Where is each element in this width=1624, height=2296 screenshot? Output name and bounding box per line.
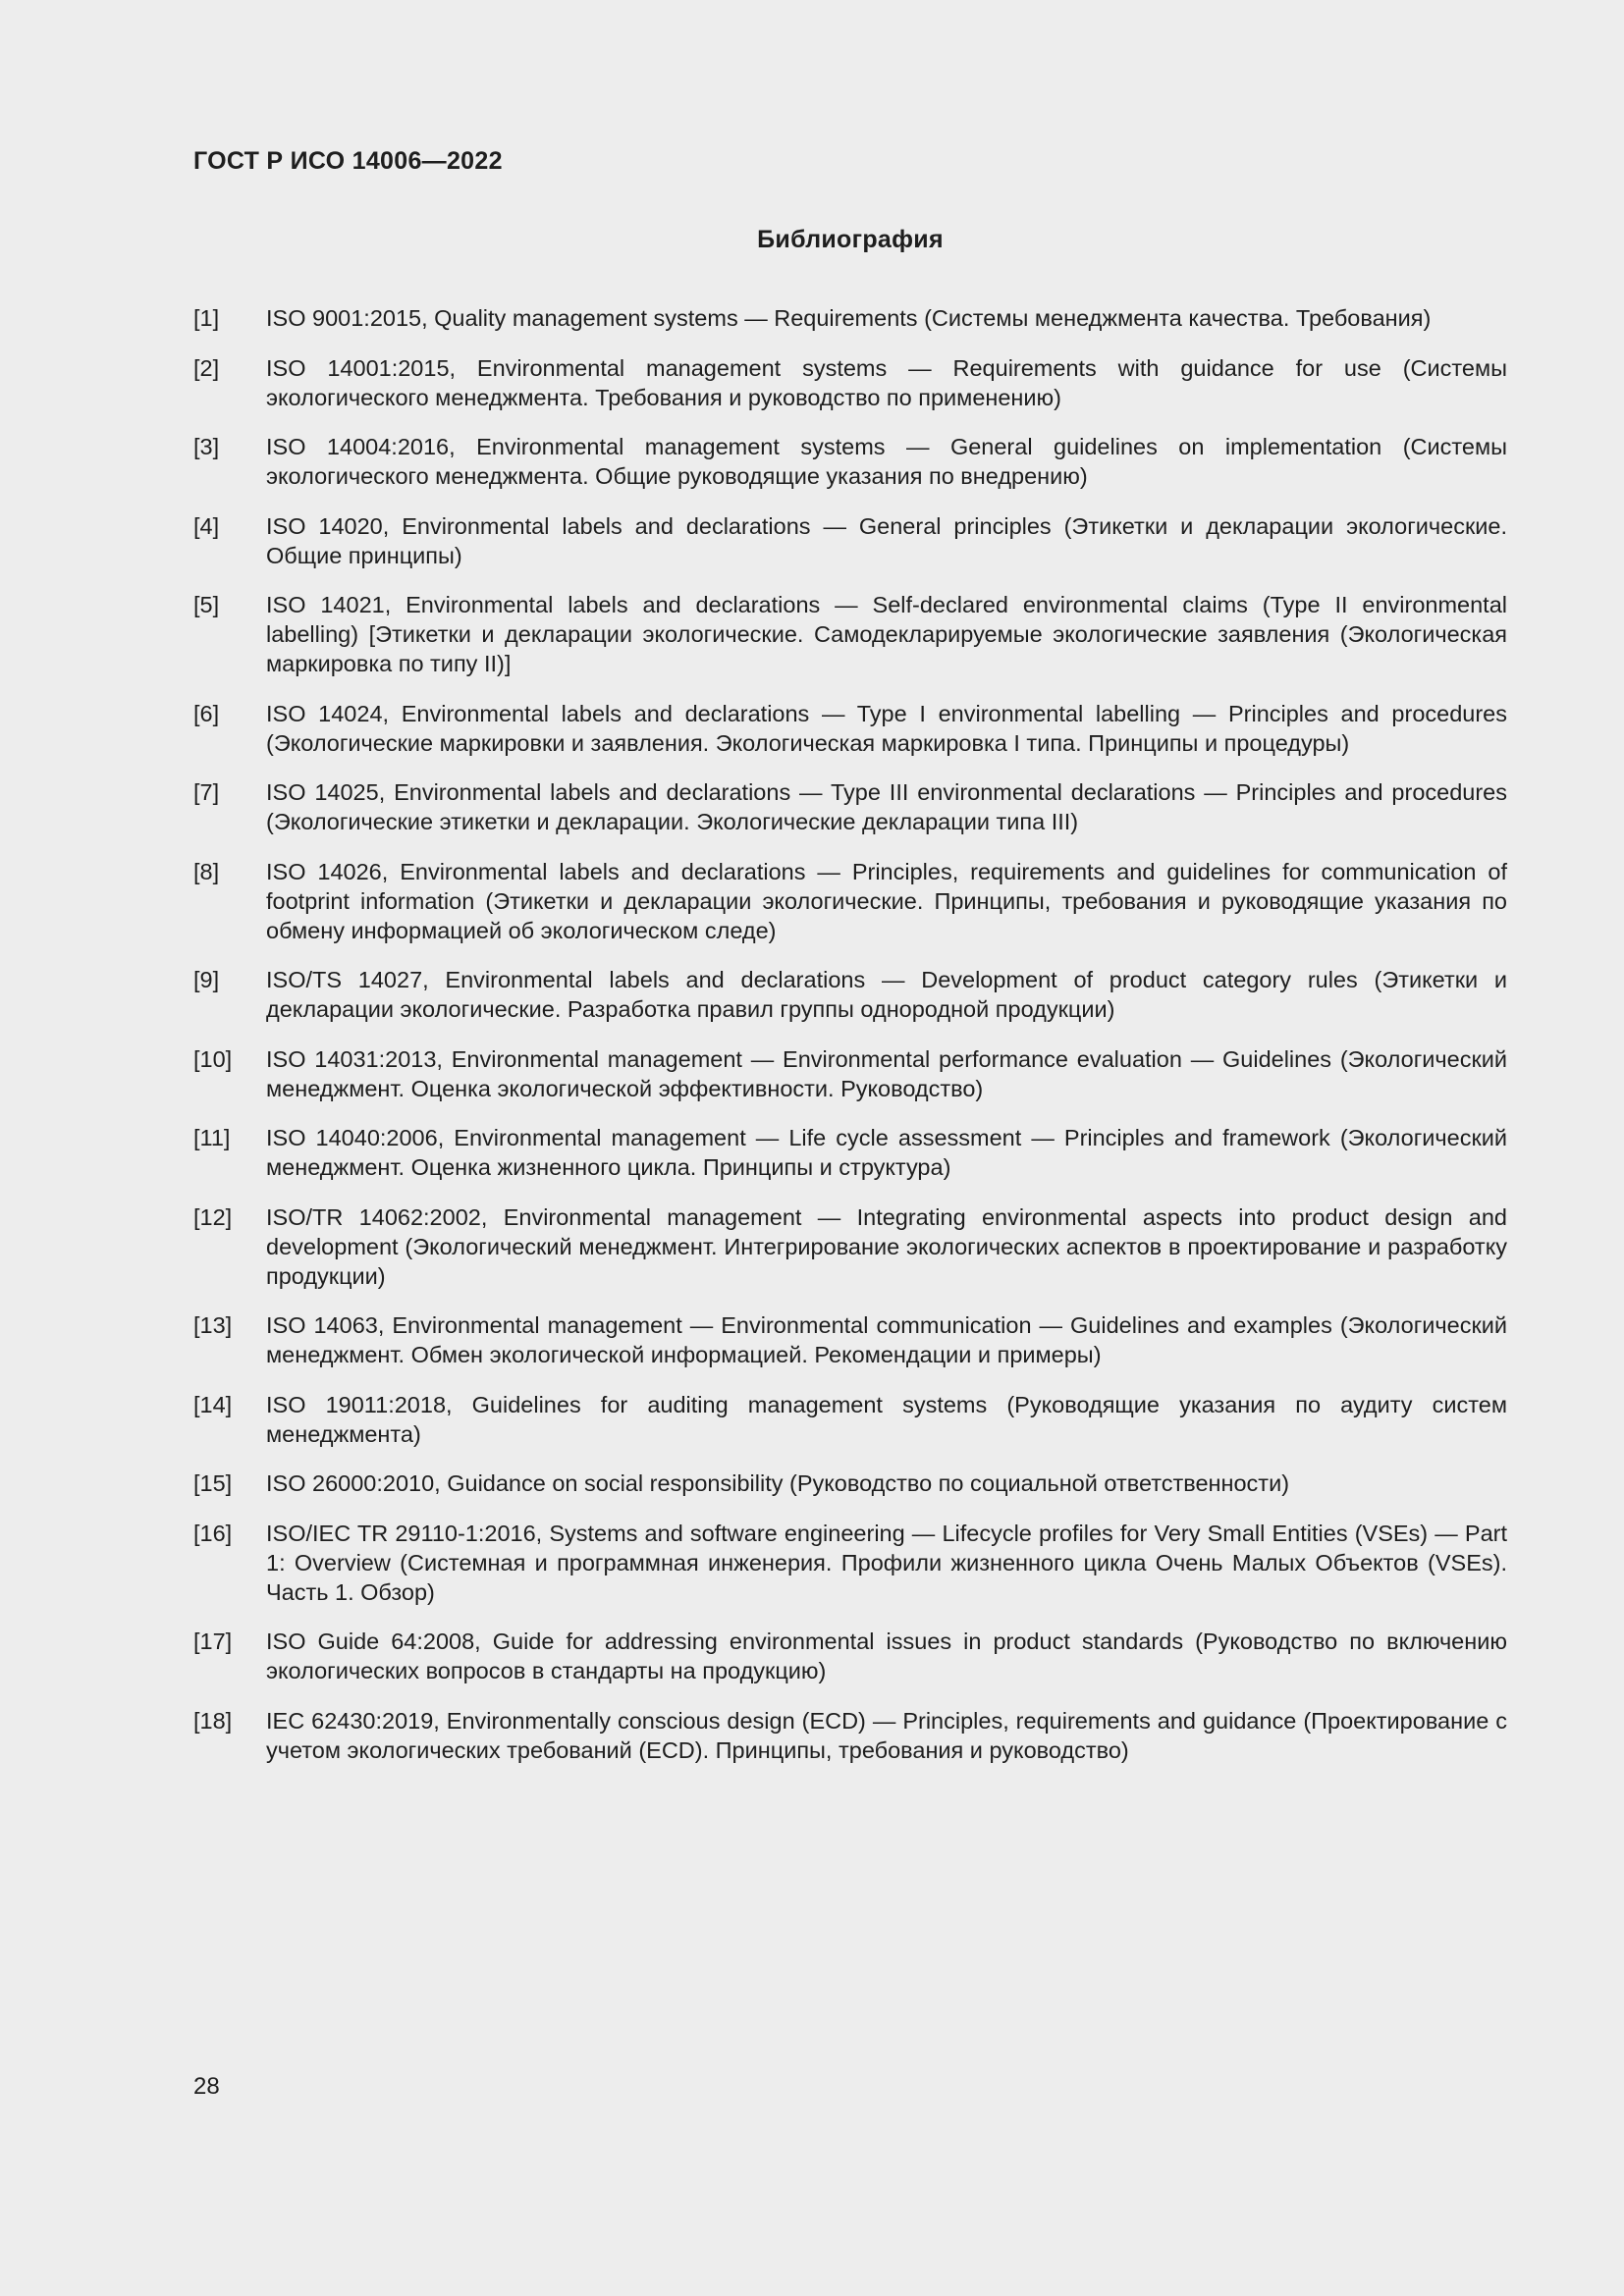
bibliography-title: Библиография [757, 226, 944, 253]
bibliography-entry [193, 965, 1507, 1024]
bibliography-entry [193, 432, 1507, 491]
bibliography-entry [193, 1123, 1507, 1182]
entry-text: ISO 14021, Environmental labels and declarations — Self-declared environmental claims (Type II environmental labelling) [Этикетки и декларации экологические. Самодекларируемые экологические заявления (Экологическая маркировка по типу II)] [266, 592, 1507, 676]
entry-text: ISO Guide 64:2008, Guide for addressing environmental issues in product standards (Руководство по включению экологических вопросов в стандарты на продукцию) [266, 1629, 1507, 1683]
bibliography-entry [193, 857, 1507, 945]
bibliography-entry [193, 1706, 1507, 1765]
bibliography-entry [193, 699, 1507, 758]
document-header: ГОСТ Р ИСО 14006—2022 [193, 147, 503, 175]
entry-number: [17] [193, 1629, 233, 1654]
entry-text: ISO/IEC TR 29110-1:2016, Systems and software engineering — Lifecycle profiles for Very Small Entities (VSEs) — Part 1: Overview (Системная и программная инженерия. Профили жизненного цикла Очень Малых Объектов (VSEs). Часть 1. Обзор) [266, 1520, 1507, 1605]
bibliography-entry [193, 590, 1507, 678]
entry-text: ISO 14026, Environmental labels and declarations — Principles, requirements and guidelines for communication of footprint information (Этикетки и декларации экологические. Принципы, требования и руководящие указания по обмену информацией об экологическом следе) [266, 858, 1507, 943]
entry-text: ISO 19011:2018, Guidelines for auditing management systems (Руководящие указания по аудиту систем менеджмента) [266, 1391, 1507, 1447]
entry-number: [9] [193, 967, 220, 992]
entry-number: [8] [193, 858, 220, 884]
entry-text: IEC 62430:2019, Environmentally conscious design (ECD) — Principles, requirements and guidance (Проектирование с учетом экологических требований (ECD). Принципы, требования и руководство) [266, 1707, 1507, 1763]
entry-text: ISO/TS 14027, Environmental labels and declarations — Development of product category rules (Этикетки и декларации экологические. Разработка правил группы однородной продукции) [266, 967, 1507, 1022]
entry-text: ISO 14025, Environmental labels and declarations — Type III environmental declarations — Principles and procedures (Экологические этикетки и декларации. Экологические декларации типа III) [266, 779, 1507, 834]
entry-number: [10] [193, 1045, 233, 1072]
entry-number: [2] [193, 354, 220, 381]
entry-text: ISO 14020, Environmental labels and declarations — General principles (Этикетки и декларации экологические. Общие принципы) [266, 512, 1507, 568]
bibliography-entry [193, 303, 1507, 333]
bibliography-entry [193, 1390, 1507, 1449]
entry-number: [18] [193, 1707, 233, 1734]
entry-text: ISO 9001:2015, Quality management systems — Requirements (Системы менеджмента качества. Требования) [266, 305, 1432, 331]
entry-text: ISO 14063, Environmental management — Environmental communication — Guidelines and examples (Экологический менеджмент. Обмен экологической информацией. Рекомендации и примеры) [266, 1312, 1507, 1367]
entry-text: ISO 14001:2015, Environmental management systems — Requirements with guidance for use (Системы экологического менеджмента. Требования и руководство по применению) [266, 354, 1507, 410]
page-number: 28 [193, 2073, 220, 2100]
entry-number: [11] [193, 1125, 231, 1150]
bibliography-entry [193, 777, 1507, 836]
entry-text: ISO 14024, Environmental labels and declarations — Type I environmental labelling — Principles and procedures (Экологические маркировки и заявления. Экологическая маркировка I типа. Принципы и процедуры) [266, 700, 1507, 756]
entry-number: [14] [193, 1391, 233, 1417]
entry-text: ISO 14031:2013, Environmental management — Environmental performance evaluation — Guidelines (Экологический менеджмент. Оценка экологической эффективности. Руководство) [266, 1045, 1507, 1101]
entry-number: [1] [193, 305, 220, 331]
bibliography-entry [193, 1044, 1507, 1103]
entry-number: [5] [193, 592, 220, 617]
entry-number: [6] [193, 700, 220, 726]
entry-number: [12] [193, 1203, 233, 1230]
entry-number: [3] [193, 434, 220, 459]
bibliography-list [193, 303, 1507, 1785]
entry-number: [16] [193, 1520, 233, 1546]
entry-text: ISO 26000:2010, Guidance on social responsibility (Руководство по социальной ответственности) [266, 1470, 1290, 1496]
bibliography-entry [193, 1627, 1507, 1685]
bibliography-entry [193, 1202, 1507, 1291]
entry-number: [7] [193, 779, 220, 805]
bibliography-entry [193, 353, 1507, 412]
bibliography-entry [193, 1468, 1507, 1498]
entry-number: [4] [193, 512, 220, 539]
entry-number: [13] [193, 1312, 233, 1338]
entry-number: [15] [193, 1470, 233, 1496]
bibliography-entry [193, 1310, 1507, 1369]
entry-text: ISO 14004:2016, Environmental management systems — General guidelines on implementation (Системы экологического менеджмента. Общие руководящие указания по внедрению) [266, 434, 1507, 489]
bibliography-entry [193, 1519, 1507, 1607]
entry-text: ISO 14040:2006, Environmental management — Life cycle assessment — Principles and framework (Экологический менеджмент. Оценка жизненного цикла. Принципы и структура) [266, 1125, 1507, 1180]
bibliography-entry [193, 511, 1507, 570]
entry-text: ISO/TR 14062:2002, Environmental management — Integrating environmental aspects into product design and development (Экологический менеджмент. Интегрирование экологических аспектов в проектирование и разработку продукции) [266, 1203, 1507, 1289]
